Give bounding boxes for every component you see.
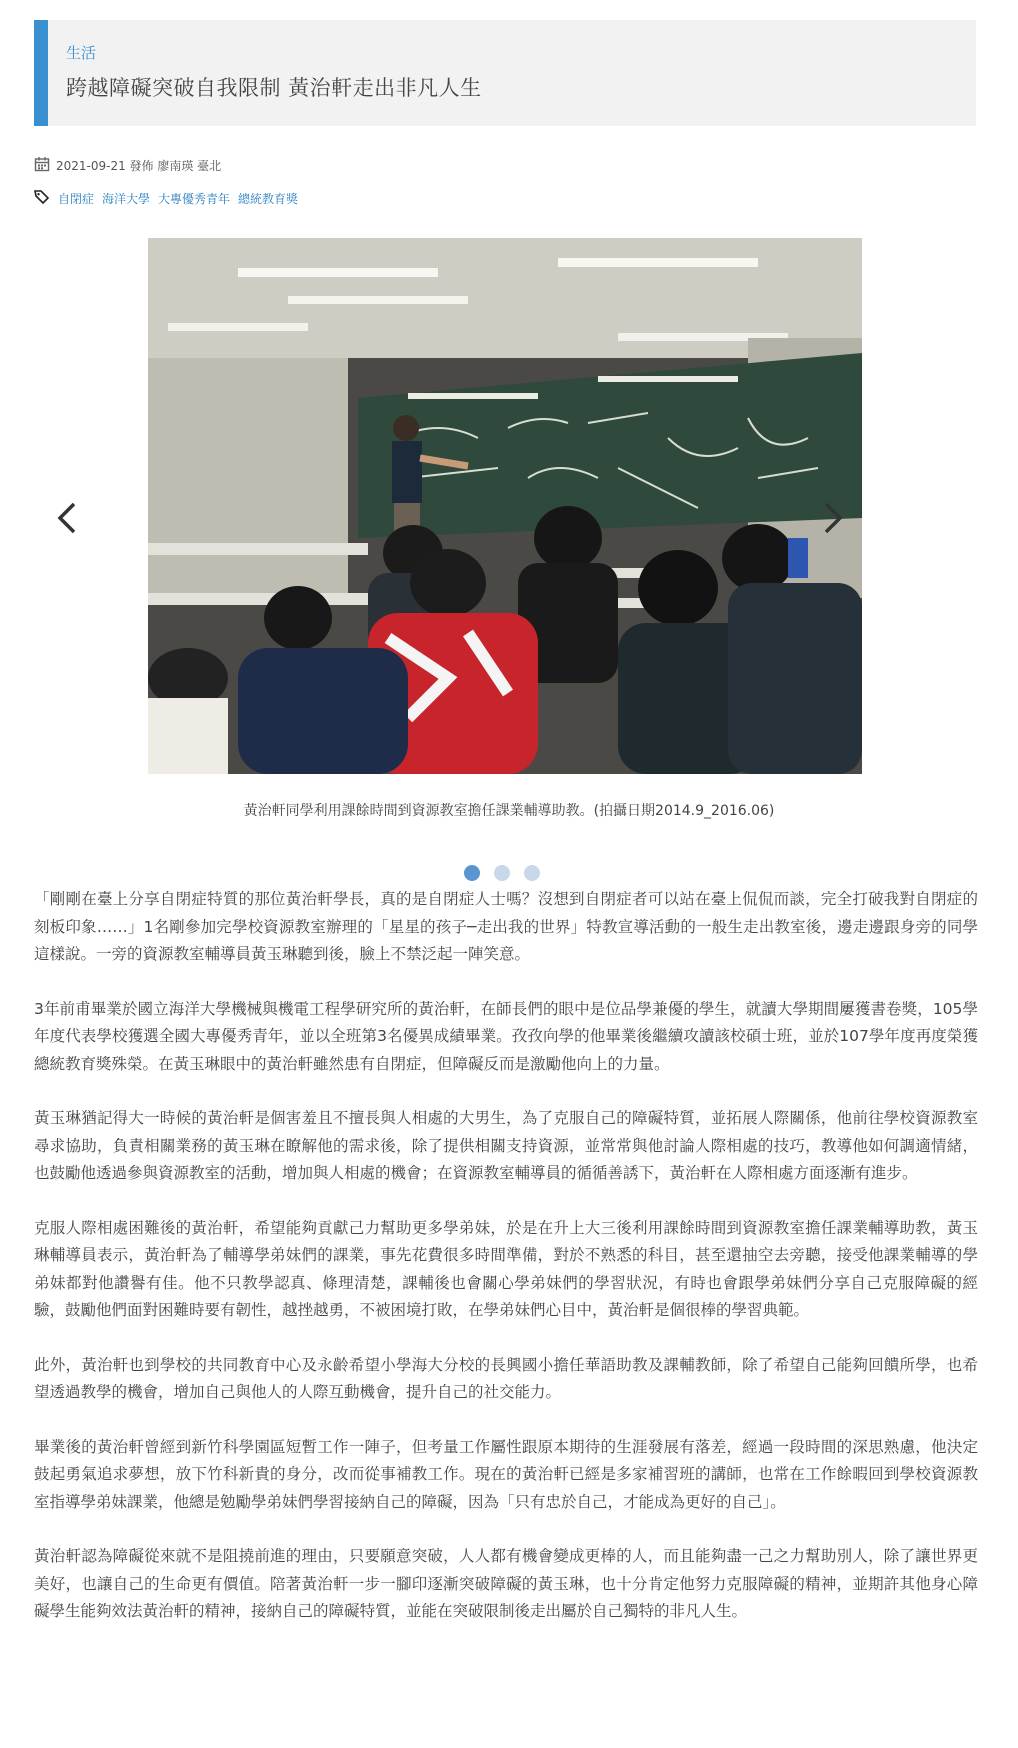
chevron-left-icon <box>52 498 82 538</box>
article-paragraph: 克服人際相處困難後的黃治軒，希望能夠貢獻己力幫助更多學弟妹，於是在升上大三後利用課餘時間到資源教室擔任課業輔導助教，黃玉琳輔導員表示，黃治軒為了輔導學弟妹們的課業，事先花費很多時間準備，對於不熟悉的科目，甚至還抽空去旁聽，接受他課業輔導的學弟妹都對他讚譽有佳。他不只教學認真、條理清楚，課輔後也會關心學弟妹們的學習狀況，有時也會跟學弟妹們分享自己克服障礙的經驗，鼓勵他們面對困難時要有韌性，越挫越勇，不被困境打敗，在學弟妹們心目中，黃治軒是個很棒的學習典範。 <box>34 1218 978 1319</box>
photo-caption: 黃治軒同學利用課餘時間到資源教室擔任課業輔導助教。(拍攝日期2014.9_2016.06) <box>243 803 775 819</box>
category-label[interactable]: 生活 <box>66 44 97 62</box>
tag-link[interactable]: 大專優秀青年 <box>158 192 231 206</box>
tag-link[interactable]: 總統教育獎 <box>238 192 299 206</box>
page-title: 跨越障礙突破自我限制 黃治軒走出非凡人生 <box>66 76 482 100</box>
tag-link[interactable]: 自閉症 <box>58 192 95 206</box>
carousel-dot[interactable] <box>464 865 480 881</box>
carousel-dots <box>464 865 540 881</box>
article-paragraph: 3年前甫畢業於國立海洋大學機械與機電工程學研究所的黃治軒，在師長們的眼中是位品學兼優的學生，就讀大學期間屢獲書卷獎，105學年度代表學校獲選全國大專優秀青年，並以全班第3名優異成績畢業。孜孜向學的他畢業後繼續攻讀該校碩士班，並於107學年度再度榮獲總統教育獎殊榮。在黃玉琳眼中的黃治軒雖然患有自閉症，但障礙反而是激勵他向上的力量。 <box>34 999 978 1073</box>
tag-icon <box>34 190 50 207</box>
article-header <box>34 20 976 126</box>
calendar-icon <box>34 156 50 175</box>
carousel-dot[interactable] <box>494 865 510 881</box>
article-meta <box>34 156 221 175</box>
carousel-photo <box>148 238 862 774</box>
article-paragraph: 黃治軒認為障礙從來就不是阻撓前進的理由，只要願意突破，人人都有機會變成更棒的人，而且能夠盡一己之力幫助別人，除了讓世界更美好，也讓自己的生命更有價值。陪著黃治軒一步一腳印逐漸突破障礙的黃玉琳，也十分肯定他努力克服障礙的精神，並期許其他身心障礙學生能夠效法黃治軒的精神，接納自己的障礙特質，並能在突破限制後走出屬於自己獨特的非凡人生。 <box>34 1547 978 1620</box>
carousel-dot[interactable] <box>524 865 540 881</box>
tag-link[interactable]: 海洋大學 <box>102 192 151 206</box>
article-paragraph: 此外，黃治軒也到學校的共同教育中心及永齡希望小學海大分校的長興國小擔任華語助教及課輔教師，除了希望自己能夠回饋所學，也希望透過教學的機會，增加自己與他人的人際互動機會，提升自己的社交能力。 <box>34 1355 978 1401</box>
article-paragraph: 「剛剛在臺上分享自閉症特質的那位黃治軒學長，真的是自閉症人士嗎？沒想到自閉症者可以站在臺上侃侃而談，完全打破我對自閉症的刻板印象……」1名剛參加完學校資源教室辦理的「星星的孩子─走出我的世界」特教宣導活動的一般生走出教室後，邊走邊跟身旁的同學這樣說。一旁的資源教室輔導員黃玉琳聽到後，臉上不禁泛起一陣笑意。 <box>34 890 978 963</box>
meta-text: 2021-09-21 發佈 廖南瑛 臺北 <box>56 159 222 173</box>
article-paragraph: 黃玉琳猶記得大一時候的黃治軒是個害羞且不擅長與人相處的大男生，為了克服自己的障礙特質，並拓展人際關係，他前往學校資源教室尋求協助，負責相關業務的黃玉琳在瞭解他的需求後，除了提供相關支持資源，並常常與他討論人際相處的技巧，教導他如何調適情緒，也鼓勵他透過參與資源教室的活動，增加與人相處的機會；在資源教室輔導員的循循善誘下，黃治軒在人際相處方面逐漸有進步。 <box>34 1109 978 1182</box>
carousel-next-button[interactable] <box>818 498 848 538</box>
tag-list <box>34 190 298 207</box>
article-body <box>34 886 978 1653</box>
image-carousel <box>0 238 1018 778</box>
chevron-right-icon <box>818 498 848 538</box>
article-paragraph: 畢業後的黃治軒曾經到新竹科學園區短暫工作一陣子，但考量工作屬性跟原本期待的生涯發展有落差，經過一段時間的深思熟慮，他決定鼓起勇氣追求夢想，放下竹科新貴的身分，改而從事補教工作。現在的黃治軒已經是多家補習班的講師，也常在工作餘暇回到學校資源教室指導學弟妹課業，他總是勉勵學弟妹們學習接納自己的障礙，因為「只有忠於自己，才能成為更好的自己」。 <box>34 1437 978 1511</box>
carousel-prev-button[interactable] <box>52 498 82 538</box>
